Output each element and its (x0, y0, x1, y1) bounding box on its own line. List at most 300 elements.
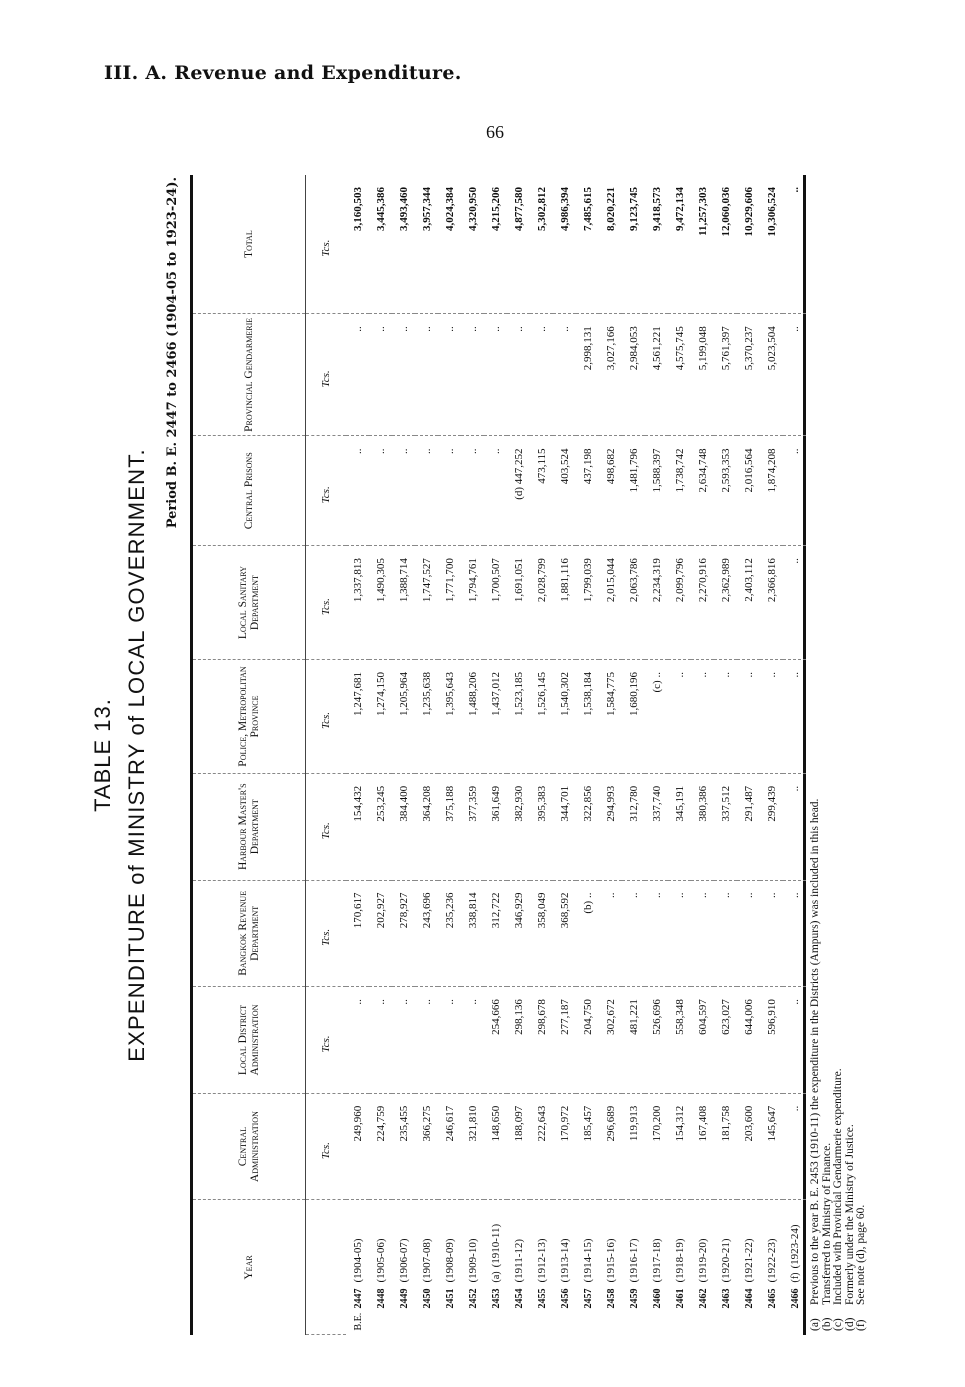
cell-bangkok: .. (668, 880, 691, 987)
footnote-text: Formerly under the Ministry of Justice. (843, 1124, 856, 1305)
footnote (845, 231, 857, 1331)
unit-cell: Tcs. (306, 1093, 347, 1200)
unit-cell: Tcs. (306, 660, 347, 774)
year-cell (576, 1200, 599, 1335)
cell-sanitary: 1,771,700 (438, 546, 461, 660)
ce-year: (1921-22) (742, 1238, 755, 1283)
ce-year: (1910-11) (489, 1223, 502, 1268)
cell-central: 181,758 (714, 1093, 737, 1200)
cell-central: 170,972 (553, 1093, 576, 1200)
be-year: 2462 (697, 1288, 709, 1309)
cell-local: .. (346, 987, 369, 1094)
cell-central: 224,759 (369, 1093, 392, 1200)
cell-sanitary: 2,063,786 (622, 546, 645, 660)
table-body (306, 175, 807, 1335)
cell-harbour: 253,245 (369, 773, 392, 880)
cell-total: 3,493,460 (392, 175, 415, 314)
cell-prisons: .. (438, 436, 461, 546)
cell-police: 1,540,302 (553, 660, 576, 774)
year-cell (415, 1200, 438, 1335)
year-cell (760, 1200, 783, 1335)
be-year: 2466 (789, 1288, 801, 1309)
cell-sanitary: 2,270,916 (691, 546, 714, 660)
cell-gendarmerie: 4,561,221 (645, 314, 668, 436)
be-year: 2465 (766, 1288, 778, 1309)
cell-sanitary: 1,388,714 (392, 546, 415, 660)
cell-harbour: 294,993 (599, 773, 622, 880)
cell-harbour: 384,400 (392, 773, 415, 880)
cell-prisons: 1,874,208 (760, 436, 783, 546)
cell-prisons: .. (346, 436, 369, 546)
cell-police: 1,205,964 (392, 660, 415, 774)
year-cell (645, 1200, 668, 1335)
cell-prisons: 437,198 (576, 436, 599, 546)
ce-year: (1917-18) (650, 1238, 663, 1283)
cell-local: .. (392, 987, 415, 1094)
cell-bangkok: 346,929 (507, 880, 530, 987)
cell-sanitary: .. (783, 546, 806, 660)
table-row (668, 175, 691, 1335)
year-cell (530, 1200, 553, 1335)
col-header-gendarmerie: Provincial Gendarmerie (193, 314, 306, 436)
be-year: 2452 (467, 1288, 479, 1309)
cell-gendarmerie: 4,575,745 (668, 314, 691, 436)
year-cell (484, 1200, 507, 1335)
cell-police: 1,235,638 (415, 660, 438, 774)
table-row (507, 175, 530, 1335)
page-number: 66 (486, 122, 504, 142)
cell-gendarmerie: .. (530, 314, 553, 436)
cell-prisons: 2,634,748 (691, 436, 714, 546)
cell-police: 1,395,643 (438, 660, 461, 774)
cell-gendarmerie: 5,761,397 (714, 314, 737, 436)
col-header-year: Year (193, 1200, 306, 1335)
cell-total: 9,418,573 (645, 175, 668, 314)
cell-bangkok: 243,696 (415, 880, 438, 987)
expenditure-table (193, 175, 806, 1335)
cell-total: 4,877,580 (507, 175, 530, 314)
table-row (346, 175, 369, 1335)
cell-harbour: 380,386 (691, 773, 714, 880)
cell-central: 249,960 (346, 1093, 369, 1200)
cell-local: 623,027 (714, 987, 737, 1094)
units-row (306, 175, 347, 1335)
cell-total: 9,472,134 (668, 175, 691, 314)
table-row (714, 175, 737, 1335)
table-row (530, 175, 553, 1335)
year-cell (691, 1200, 714, 1335)
ce-year: (1922-23) (765, 1238, 778, 1283)
ce-year: (1905-06) (374, 1238, 387, 1283)
cell-gendarmerie: .. (484, 314, 507, 436)
footnotes (810, 231, 868, 1331)
cell-total: 4,986,394 (553, 175, 576, 314)
cell-local: 302,672 (599, 987, 622, 1094)
cell-sanitary: 2,366,816 (760, 546, 783, 660)
footnote-text: Included with Provincial Gendarmerie expenditure. (832, 1068, 844, 1305)
cell-sanitary: 1,881,116 (553, 546, 576, 660)
cell-gendarmerie: .. (415, 314, 438, 436)
footnote-mark: (a) (490, 1271, 502, 1283)
period-label: Period B. E. 2447 to 2466 (1904-05 to 1923-24). (165, 177, 180, 529)
cell-sanitary: 2,362,989 (714, 546, 737, 660)
cell-central: 235,455 (392, 1093, 415, 1200)
unit-cell: Tcs. (306, 546, 347, 660)
ce-year: (1919-20) (696, 1238, 709, 1283)
be-year: 2447 (352, 1288, 364, 1309)
ce-year: (1915-16) (604, 1238, 617, 1283)
cell-police: 1,523,185 (507, 660, 530, 774)
cell-local: 204,750 (576, 987, 599, 1094)
be-year: 2463 (720, 1288, 732, 1309)
cell-harbour: 364,208 (415, 773, 438, 880)
cell-total: 4,024,384 (438, 175, 461, 314)
cell-bangkok: 278,927 (392, 880, 415, 987)
cell-bangkok: 338,814 (461, 880, 484, 987)
cell-sanitary: 1,700,507 (484, 546, 507, 660)
cell-bangkok: (b) .. (576, 880, 599, 987)
footnote (856, 231, 868, 1331)
table-caption: TABLE 13. (90, 698, 115, 812)
cell-police: .. (783, 660, 806, 774)
cell-sanitary: 1,794,761 (461, 546, 484, 660)
cell-sanitary: 1,799,039 (576, 546, 599, 660)
table-row (691, 175, 714, 1335)
cell-prisons: .. (461, 436, 484, 546)
cell-police: .. (691, 660, 714, 774)
cell-harbour: 312,780 (622, 773, 645, 880)
cell-central: 185,457 (576, 1093, 599, 1200)
year-cell (461, 1200, 484, 1335)
cell-total: 3,445,386 (369, 175, 392, 314)
be-year: 2448 (375, 1288, 387, 1309)
year-cell (714, 1200, 737, 1335)
footnote-text: Previous to the year B. E. 2453 (1910-11) the expenditure in the Districts (Ampurs) was included in this head. (809, 798, 821, 1305)
be-year: 2450 (421, 1288, 433, 1309)
ce-year: (1908-09) (443, 1238, 456, 1283)
footnote-mark: (f) (789, 1272, 801, 1283)
cell-harbour: 377,359 (461, 773, 484, 880)
cell-total: 12,060,036 (714, 175, 737, 314)
table-heading: EXPENDITURE of MINISTRY of LOCAL GOVERNMENT. (124, 448, 149, 1062)
year-cell (737, 1200, 760, 1335)
cell-harbour: 322,856 (576, 773, 599, 880)
year-cell (369, 1200, 392, 1335)
cell-local: 644,006 (737, 987, 760, 1094)
cell-bangkok: 368,592 (553, 880, 576, 987)
table-row (438, 175, 461, 1335)
cell-prisons: 1,481,796 (622, 436, 645, 546)
cell-bangkok: .. (760, 880, 783, 987)
footnote-label: (f) (855, 1319, 867, 1331)
cell-central: 188,097 (507, 1093, 530, 1200)
ce-year: (1916-17) (627, 1238, 640, 1283)
cell-harbour: 375,188 (438, 773, 461, 880)
cell-local: 604,597 (691, 987, 714, 1094)
table-row (783, 175, 806, 1335)
cell-police: 1,680,196 (622, 660, 645, 774)
ce-year: (1920-21) (719, 1238, 732, 1283)
rotated-table-page (80, 175, 867, 1335)
cell-central: 145,647 (760, 1093, 783, 1200)
cell-central: 167,408 (691, 1093, 714, 1200)
be-year: 2457 (582, 1288, 594, 1309)
cell-sanitary: 2,099,796 (668, 546, 691, 660)
table-row (599, 175, 622, 1335)
cell-local: 481,221 (622, 987, 645, 1094)
cell-police: .. (714, 660, 737, 774)
cell-local: 298,136 (507, 987, 530, 1094)
table-row (553, 175, 576, 1335)
col-header-central-admin: Central Administration (193, 1093, 306, 1200)
cell-prisons: .. (369, 436, 392, 546)
cell-sanitary: 2,015,044 (599, 546, 622, 660)
cell-central: 222,643 (530, 1093, 553, 1200)
be-year: 2453 (490, 1288, 502, 1309)
unit-cell: Tcs. (306, 314, 347, 436)
cell-central: 154,312 (668, 1093, 691, 1200)
ce-year: (1914-15) (581, 1238, 594, 1283)
cell-total: 10,929,606 (737, 175, 760, 314)
be-year: 2454 (513, 1288, 525, 1309)
cell-bangkok: 235,236 (438, 880, 461, 987)
table-row (392, 175, 415, 1335)
cell-bangkok: .. (783, 880, 806, 987)
cell-total: 4,320,950 (461, 175, 484, 314)
footnote-text: Transferred to Ministry of Finance. (820, 1142, 833, 1305)
cell-sanitary: 2,234,319 (645, 546, 668, 660)
cell-prisons: 403,524 (553, 436, 576, 546)
cell-bangkok: .. (645, 880, 668, 987)
cell-police: 1,247,681 (346, 660, 369, 774)
cell-total: 9,123,745 (622, 175, 645, 314)
footnote-label: (a) (809, 1318, 821, 1331)
cell-total: 7,485,615 (576, 175, 599, 314)
footnote-label: (d) (843, 1317, 856, 1331)
cell-harbour: 299,439 (760, 773, 783, 880)
be-year: 2455 (536, 1288, 548, 1309)
cell-prisons: 473,115 (530, 436, 553, 546)
unit-cell: Tcs. (306, 175, 347, 314)
cell-central: 366,275 (415, 1093, 438, 1200)
col-header-police: Police, Metropolitan Province (193, 660, 306, 774)
cell-central: 170,200 (645, 1093, 668, 1200)
cell-sanitary: 1,490,305 (369, 546, 392, 660)
cell-prisons: 1,588,397 (645, 436, 668, 546)
year-cell (553, 1200, 576, 1335)
table-row (760, 175, 783, 1335)
year-cell (668, 1200, 691, 1335)
cell-gendarmerie: 2,998,131 (576, 314, 599, 436)
cell-prisons: 2,593,353 (714, 436, 737, 546)
cell-local: 596,910 (760, 987, 783, 1094)
table-row (622, 175, 645, 1335)
expenditure-table-wrapper (190, 175, 806, 1335)
year-cell (438, 1200, 461, 1335)
cell-bangkok: 358,049 (530, 880, 553, 987)
unit-cell: Tcs. (306, 880, 347, 987)
cell-prisons: 498,682 (599, 436, 622, 546)
cell-prisons: .. (484, 436, 507, 546)
cell-bangkok: .. (737, 880, 760, 987)
cell-sanitary: 2,403,112 (737, 546, 760, 660)
cell-total: 8,020,221 (599, 175, 622, 314)
cell-prisons: .. (392, 436, 415, 546)
cell-prisons: (d) 447,252 (507, 436, 530, 546)
cell-local: .. (369, 987, 392, 1094)
cell-harbour: 291,487 (737, 773, 760, 880)
cell-total: 4,215,206 (484, 175, 507, 314)
year-cell (599, 1200, 622, 1335)
col-header-local-district: Local District Administration (193, 987, 306, 1094)
cell-bangkok: 312,722 (484, 880, 507, 987)
section-title: III. A. Revenue and Expenditure. (104, 62, 462, 84)
be-prefix: B.E. (352, 1312, 364, 1331)
cell-prisons: .. (415, 436, 438, 546)
year-cell (392, 1200, 415, 1335)
footnote-label: (c) (832, 1318, 844, 1331)
cell-local: .. (461, 987, 484, 1094)
cell-central: 321,810 (461, 1093, 484, 1200)
table-row (461, 175, 484, 1335)
cell-prisons: 1,738,742 (668, 436, 691, 546)
table-row (576, 175, 599, 1335)
cell-total: .. (783, 175, 806, 314)
table-row (645, 175, 668, 1335)
cell-total: 3,160,503 (346, 175, 369, 314)
cell-harbour: 361,649 (484, 773, 507, 880)
cell-central: 148,650 (484, 1093, 507, 1200)
cell-gendarmerie: .. (438, 314, 461, 436)
col-header-bangkok-revenue: Bangkok Revenue Department (193, 880, 306, 987)
unit-cell: Tcs. (306, 987, 347, 1094)
cell-prisons: 2,016,564 (737, 436, 760, 546)
cell-local: 277,187 (553, 987, 576, 1094)
cell-harbour: 395,383 (530, 773, 553, 880)
be-year: 2459 (628, 1288, 640, 1309)
cell-total: 5,302,812 (530, 175, 553, 314)
cell-gendarmerie: 5,370,237 (737, 314, 760, 436)
table-row (737, 175, 760, 1335)
ce-year: (1909-10) (466, 1238, 479, 1283)
unit-cell: Tcs. (306, 773, 347, 880)
cell-police: (c) .. (645, 660, 668, 774)
cell-harbour: 154,432 (346, 773, 369, 880)
cell-police: 1,274,150 (369, 660, 392, 774)
cell-bangkok: .. (599, 880, 622, 987)
unit-cell: Tcs. (306, 436, 347, 546)
cell-gendarmerie: .. (392, 314, 415, 436)
year-cell (622, 1200, 645, 1335)
cell-bangkok: 170,617 (346, 880, 369, 987)
cell-sanitary: 1,747,527 (415, 546, 438, 660)
ce-year: (1907-08) (420, 1238, 433, 1283)
cell-harbour: 382,930 (507, 773, 530, 880)
cell-gendarmerie: 5,023,504 (760, 314, 783, 436)
table-row (484, 175, 507, 1335)
cell-central: 296,689 (599, 1093, 622, 1200)
cell-harbour: 345,191 (668, 773, 691, 880)
ce-year: (1912-13) (535, 1238, 548, 1283)
be-year: 2451 (444, 1288, 456, 1309)
cell-harbour: 337,740 (645, 773, 668, 880)
cell-police: 1,584,775 (599, 660, 622, 774)
cell-police: .. (737, 660, 760, 774)
cell-bangkok: .. (691, 880, 714, 987)
cell-gendarmerie: .. (346, 314, 369, 436)
year-cell (346, 1200, 369, 1335)
cell-local: .. (415, 987, 438, 1094)
cell-gendarmerie: 2,984,053 (622, 314, 645, 436)
cell-central: 203,600 (737, 1093, 760, 1200)
cell-bangkok: .. (622, 880, 645, 987)
be-year: 2464 (743, 1288, 755, 1309)
cell-sanitary: 1,691,051 (507, 546, 530, 660)
be-year: 2456 (559, 1288, 571, 1309)
cell-gendarmerie: 3,027,166 (599, 314, 622, 436)
be-year: 2461 (674, 1288, 686, 1309)
cell-harbour: 344,701 (553, 773, 576, 880)
be-year: 2460 (651, 1288, 663, 1309)
table-row (369, 175, 392, 1335)
cell-local: 298,678 (530, 987, 553, 1094)
ce-year: (1904-05) (351, 1238, 364, 1283)
ce-year: (1918-19) (673, 1238, 686, 1283)
cell-police: .. (668, 660, 691, 774)
year-cell (507, 1200, 530, 1335)
cell-local: .. (783, 987, 806, 1094)
footnote-text: See note (d), page 60. (855, 1204, 867, 1305)
be-year: 2458 (605, 1288, 617, 1309)
col-header-sanitary: Local Sanitary Department (193, 546, 306, 660)
cell-local: 254,666 (484, 987, 507, 1094)
col-header-prisons: Central Prisons (193, 436, 306, 546)
cell-police: 1,437,012 (484, 660, 507, 774)
cell-total: 11,257,303 (691, 175, 714, 314)
units-year (306, 1200, 347, 1335)
cell-gendarmerie: .. (369, 314, 392, 436)
cell-gendarmerie: .. (553, 314, 576, 436)
be-year: 2449 (398, 1288, 410, 1309)
header-row (193, 175, 306, 1335)
cell-harbour: 337,512 (714, 773, 737, 880)
table-row (415, 175, 438, 1335)
cell-gendarmerie: .. (507, 314, 530, 436)
cell-sanitary: 2,028,799 (530, 546, 553, 660)
footnote-label: (b) (820, 1317, 833, 1331)
cell-gendarmerie: .. (783, 314, 806, 436)
cell-central: 246,617 (438, 1093, 461, 1200)
cell-local: 558,348 (668, 987, 691, 1094)
cell-police: 1,526,145 (530, 660, 553, 774)
cell-central: .. (783, 1093, 806, 1200)
cell-central: 119,913 (622, 1093, 645, 1200)
cell-gendarmerie: 5,199,048 (691, 314, 714, 436)
cell-total: 3,957,344 (415, 175, 438, 314)
year-cell (783, 1200, 806, 1335)
cell-police: 1,488,206 (461, 660, 484, 774)
cell-police: .. (760, 660, 783, 774)
ce-year: (1913-14) (558, 1238, 571, 1283)
col-header-total: Total (193, 175, 306, 314)
cell-bangkok: .. (714, 880, 737, 987)
cell-police: 1,538,184 (576, 660, 599, 774)
ce-year: (1911-12) (512, 1238, 525, 1283)
cell-harbour: .. (783, 773, 806, 880)
cell-gendarmerie: .. (461, 314, 484, 436)
ce-year: (1923-24) (788, 1224, 801, 1269)
cell-local: .. (438, 987, 461, 1094)
